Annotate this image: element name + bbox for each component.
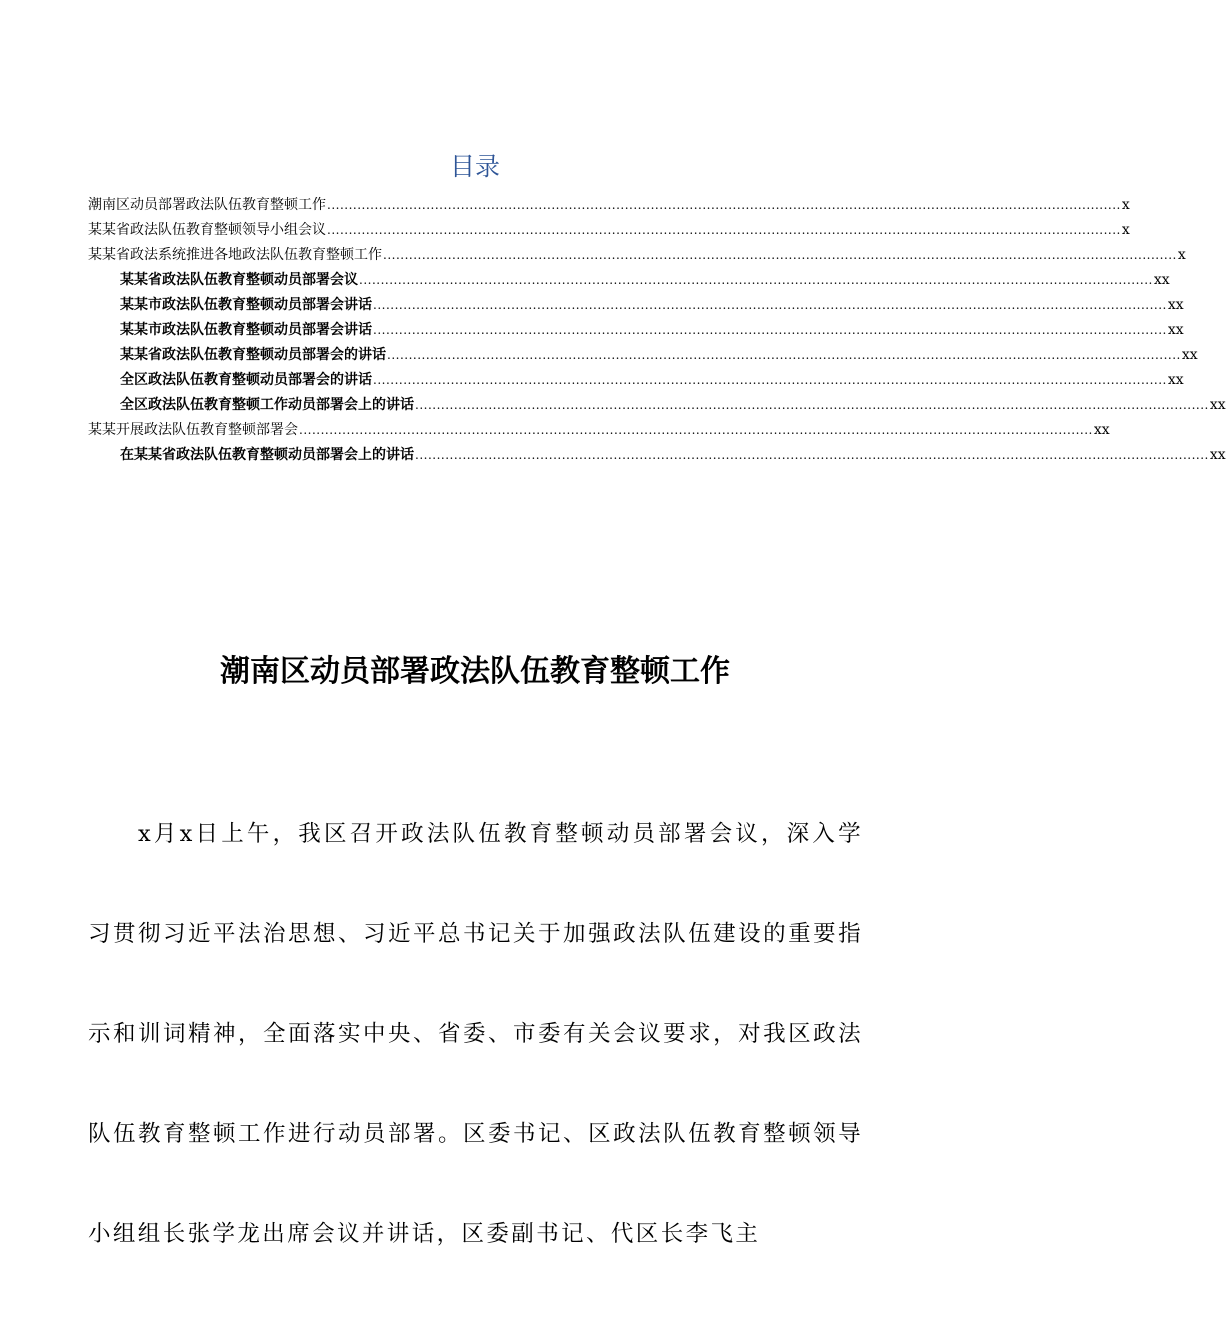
toc-dot-leader: ........................................................................................................................................................................................ <box>299 423 1093 437</box>
toc-entry[interactable] <box>88 243 1186 268</box>
toc-dot-leader: ........................................................................................................................................................................................ <box>373 373 1167 387</box>
toc-page-number: xx <box>1167 372 1184 388</box>
toc-page-number: xx <box>1167 297 1184 313</box>
article-body-paragraph: x月x日上午，我区召开政法队伍教育整顿动员部署会议，深入学习贯彻习近平法治思想、习近平总书记关于加强政法队伍建设的重要指示和训词精神，全面落实中央、省委、市委有关会议要求，对我区政法队伍教育整顿工作进行动员部署。区委书记、区政法队伍教育整顿领导小组组长张学龙出席会议并讲话，区委副书记、代区长李飞主 <box>88 821 863 1247</box>
toc-entry[interactable] <box>88 443 1226 468</box>
toc-entry[interactable] <box>88 343 1198 368</box>
toc-dot-leader: ........................................................................................................................................................................................ <box>327 198 1121 212</box>
toc-dot-leader: ........................................................................................................................................................................................ <box>383 248 1177 262</box>
toc-entry[interactable] <box>88 368 1184 393</box>
toc-page-number: xx <box>1209 447 1226 463</box>
toc-dot-leader: ........................................................................................................................................................................................ <box>415 398 1209 412</box>
toc-entry[interactable] <box>88 268 1170 293</box>
toc-entry[interactable] <box>88 418 1110 443</box>
toc-entry-text: 全区政法队伍教育整顿动员部署会的讲话 <box>120 372 372 388</box>
toc-entry-text: 某某省政法系统推进各地政法队伍教育整顿工作 <box>88 247 382 263</box>
toc-dot-leader: ........................................................................................................................................................................................ <box>415 448 1209 462</box>
article-title: 潮南区动员部署政法队伍教育整顿工作 <box>220 654 730 689</box>
toc-page-number: xx <box>1181 347 1198 363</box>
toc-dot-leader: ........................................................................................................................................................................................ <box>359 273 1153 287</box>
toc-entry[interactable] <box>88 318 1184 343</box>
table-of-contents <box>88 193 1226 468</box>
toc-title: 目录 <box>449 152 500 181</box>
toc-page-number: xx <box>1153 272 1170 288</box>
toc-dot-leader: ........................................................................................................................................................................................ <box>373 323 1167 337</box>
toc-page-number: x <box>1121 222 1130 238</box>
toc-page-number: xx <box>1209 397 1226 413</box>
toc-entry-text: 全区政法队伍教育整顿工作动员部署会上的讲话 <box>120 397 414 413</box>
toc-entry-text: 某某市政法队伍教育整顿动员部署会讲话 <box>120 322 372 338</box>
toc-dot-leader: ........................................................................................................................................................................................ <box>327 223 1121 237</box>
toc-entry[interactable] <box>88 393 1226 418</box>
toc-entry[interactable] <box>88 218 1130 243</box>
toc-entry-text: 在某某省政法队伍教育整顿动员部署会上的讲话 <box>120 447 414 463</box>
toc-entry-text: 某某市政法队伍教育整顿动员部署会讲话 <box>120 297 372 313</box>
toc-entry-text: 某某省政法队伍教育整顿动员部署会议 <box>120 272 358 288</box>
toc-entry-text: 某某省政法队伍教育整顿动员部署会的讲话 <box>120 347 386 363</box>
toc-dot-leader: ........................................................................................................................................................................................ <box>373 298 1167 312</box>
toc-entry[interactable] <box>88 293 1184 318</box>
toc-page-number: x <box>1177 247 1186 263</box>
toc-entry-text: 某某开展政法队伍教育整顿部署会 <box>88 422 298 438</box>
toc-page-number: xx <box>1093 422 1110 438</box>
toc-entry-text: 某某省政法队伍教育整顿领导小组会议 <box>88 222 326 238</box>
toc-page-number: x <box>1121 197 1130 213</box>
toc-entry[interactable] <box>88 193 1130 218</box>
toc-page-number: xx <box>1167 322 1184 338</box>
toc-dot-leader: ........................................................................................................................................................................................ <box>387 348 1181 362</box>
toc-entry-text: 潮南区动员部署政法队伍教育整顿工作 <box>88 197 326 213</box>
